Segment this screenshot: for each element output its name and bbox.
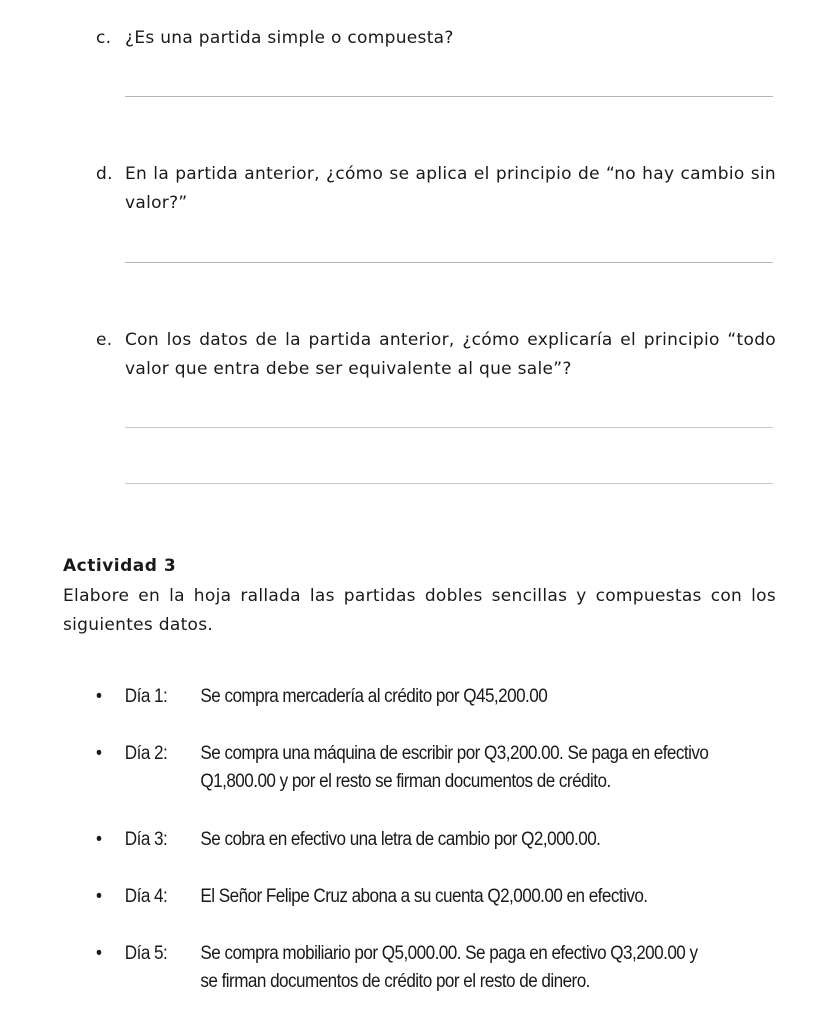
bullet: • [96,686,102,707]
day-label: Día 1: [124,686,168,707]
day-description: Se compra mobiliario por Q5,000.00. Se paga en efectivo Q3,200.00 y se firman documentos de crédito por el resto de dinero. [200,943,698,992]
question-e [96,326,776,384]
day-label: Día 3: [124,829,168,850]
question-d [96,160,776,218]
day-label: Día 2: [124,743,168,764]
activity-title: Actividad 3 [63,556,177,576]
day-label: Día 5: [124,943,168,964]
question-c [96,24,776,53]
activity-instructions: Elabore en la hoja rallada las partidas dobles sencillas y compuestas con los siguientes datos. [63,586,776,635]
answer-line [125,262,773,263]
day-description: El Señor Felipe Cruz abona a su cuenta Q2,000.00 en efectivo. [200,886,648,907]
bullet: • [96,743,102,764]
bullet: • [96,886,102,907]
answer-line [125,96,773,97]
question-text: En la partida anterior, ¿cómo se aplica el principio de “no hay cambio sin valor?” [125,164,776,213]
list-item-day-1 [96,683,717,711]
answer-line [125,427,773,428]
list-item-day-5 [96,940,717,996]
question-letter: d. [96,164,113,184]
day-label: Día 4: [124,886,168,907]
question-text: Con los datos de la partida anterior, ¿cómo explicaría el principio “todo valor que entra debe ser equivalente al que sale”? [125,330,776,379]
question-text: ¿Es una partida simple o compuesta? [125,28,454,48]
day-description: Se cobra en efectivo una letra de cambio por Q2,000.00. [200,829,601,850]
day-description: Se compra una máquina de escribir por Q3,200.00. Se paga en efectivo Q1,800.00 y por el resto se firman documentos de crédito. [200,743,709,792]
bullet: • [96,829,102,850]
list-item-day-4 [96,883,717,911]
bullet: • [96,943,102,964]
list-item-day-2 [96,740,717,796]
day-description: Se compra mercadería al crédito por Q45,200.00 [200,686,548,707]
answer-line [125,483,773,484]
question-letter: e. [96,330,113,350]
question-letter: c. [96,28,112,48]
list-item-day-3 [96,826,717,854]
